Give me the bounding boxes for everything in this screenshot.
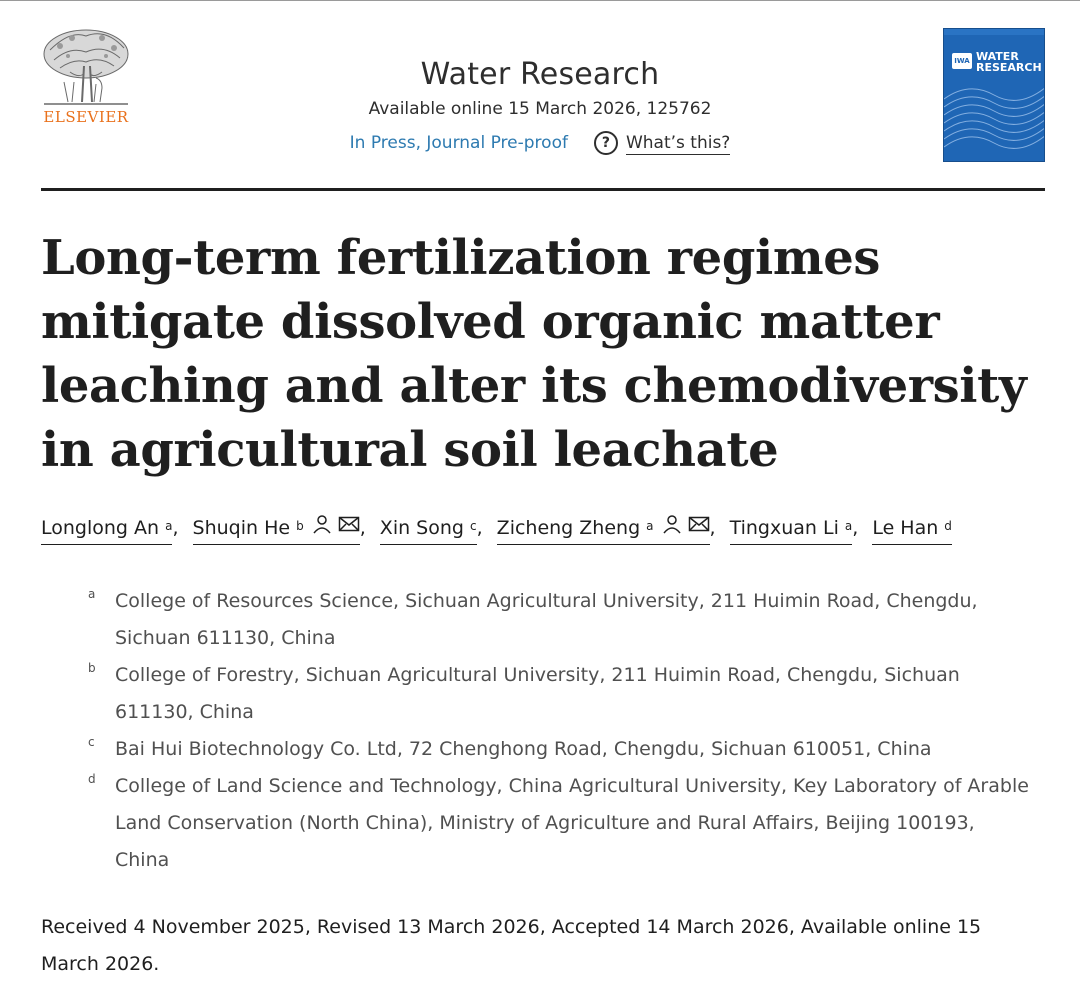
author-link[interactable]: [730, 514, 853, 545]
person-icon: [312, 514, 332, 534]
author-separator: ,: [359, 517, 366, 539]
affiliation-label: b: [88, 661, 96, 675]
affiliation-item: [88, 731, 1048, 768]
author-link[interactable]: [872, 514, 952, 545]
affiliation-text: College of Forestry, Sichuan Agricultural University, 211 Huimin Road, Chengdu, Sichuan 611130, China: [115, 664, 960, 723]
cover-title-line2: RESEARCH: [976, 61, 1042, 74]
header-divider: [41, 188, 1045, 191]
envelope-icon: [688, 514, 710, 534]
author-name: Longlong An: [41, 517, 160, 539]
affiliation-label: a: [88, 587, 96, 601]
affiliation-text: College of Land Science and Technology, China Agricultural University, Key Laboratory of Arable Land Conservation (North China), Ministry of Agriculture and Rural Affairs, Beijing 100193, China: [115, 775, 1029, 871]
publisher-name: ELSEVIER: [43, 108, 129, 126]
author-link[interactable]: [497, 514, 710, 545]
affiliation-ref: a: [646, 519, 654, 533]
affiliation-item: [88, 657, 1048, 731]
affiliation-text: Bai Hui Biotechnology Co. Ltd, 72 Chenghong Road, Chengdu, Sichuan 610051, China: [115, 738, 932, 760]
cover-wave-art: [944, 29, 1045, 162]
article-title: Long-term fertilization regimes mitigate dissolved organic matter leaching and alter its chemodiversity in agricultural soil leachate: [41, 230, 1027, 478]
envelope-icon: [338, 514, 360, 534]
author-name: Tingxuan Li: [729, 517, 839, 539]
affiliation-item: [88, 583, 1048, 657]
affiliation-label: c: [88, 735, 95, 749]
top-border: [0, 0, 1080, 1]
author-name: Shuqin He: [192, 517, 291, 539]
journal-info: [300, 56, 780, 156]
author-separator: ,: [172, 517, 179, 539]
author-link[interactable]: [41, 514, 172, 545]
affiliation-ref: a: [844, 519, 853, 533]
whats-this-label: What’s this?: [625, 132, 731, 153]
author-separator: ,: [476, 517, 483, 539]
author-name: Le Han: [872, 517, 939, 539]
affiliation-ref: a: [165, 519, 173, 533]
journal-title[interactable]: Water Research: [420, 57, 660, 92]
affiliation-ref: d: [944, 519, 952, 533]
status-row: [300, 130, 780, 156]
in-press-link[interactable]: In Press, Journal Pre-proof: [349, 133, 568, 153]
affiliation-ref: c: [469, 519, 477, 533]
author-separator: ,: [709, 517, 716, 539]
affiliation-text: College of Resources Science, Sichuan Agricultural University, 211 Huimin Road, Chengdu, Sichuan 611130, China: [115, 590, 978, 649]
article-history: Received 4 November 2025, Revised 13 March 2026, Accepted 14 March 2026, Available online 15 March 2026.: [41, 916, 982, 975]
available-online: Available online 15 March 2026, 125762: [368, 99, 712, 119]
author-link[interactable]: [380, 514, 477, 545]
affiliations-list: [88, 583, 1048, 879]
author-icons: [312, 514, 360, 534]
affiliation-label: d: [88, 772, 96, 786]
iwa-badge: IWA: [952, 53, 972, 69]
cover-title: [976, 51, 1042, 73]
whats-this-button[interactable]: [594, 131, 730, 155]
author-name: Xin Song: [379, 517, 464, 539]
question-circle-icon: ?: [594, 131, 618, 155]
author-list: [41, 512, 1041, 545]
journal-cover[interactable]: [943, 28, 1045, 162]
author-name: Zicheng Zheng: [496, 517, 641, 539]
person-icon: [662, 514, 682, 534]
cover-title-line1: WATER: [976, 50, 1019, 63]
author-separator: ,: [852, 517, 859, 539]
affiliation-item: [88, 768, 1048, 879]
author-icons: [662, 514, 710, 534]
author-link[interactable]: [193, 514, 360, 545]
affiliation-ref: b: [296, 519, 304, 533]
